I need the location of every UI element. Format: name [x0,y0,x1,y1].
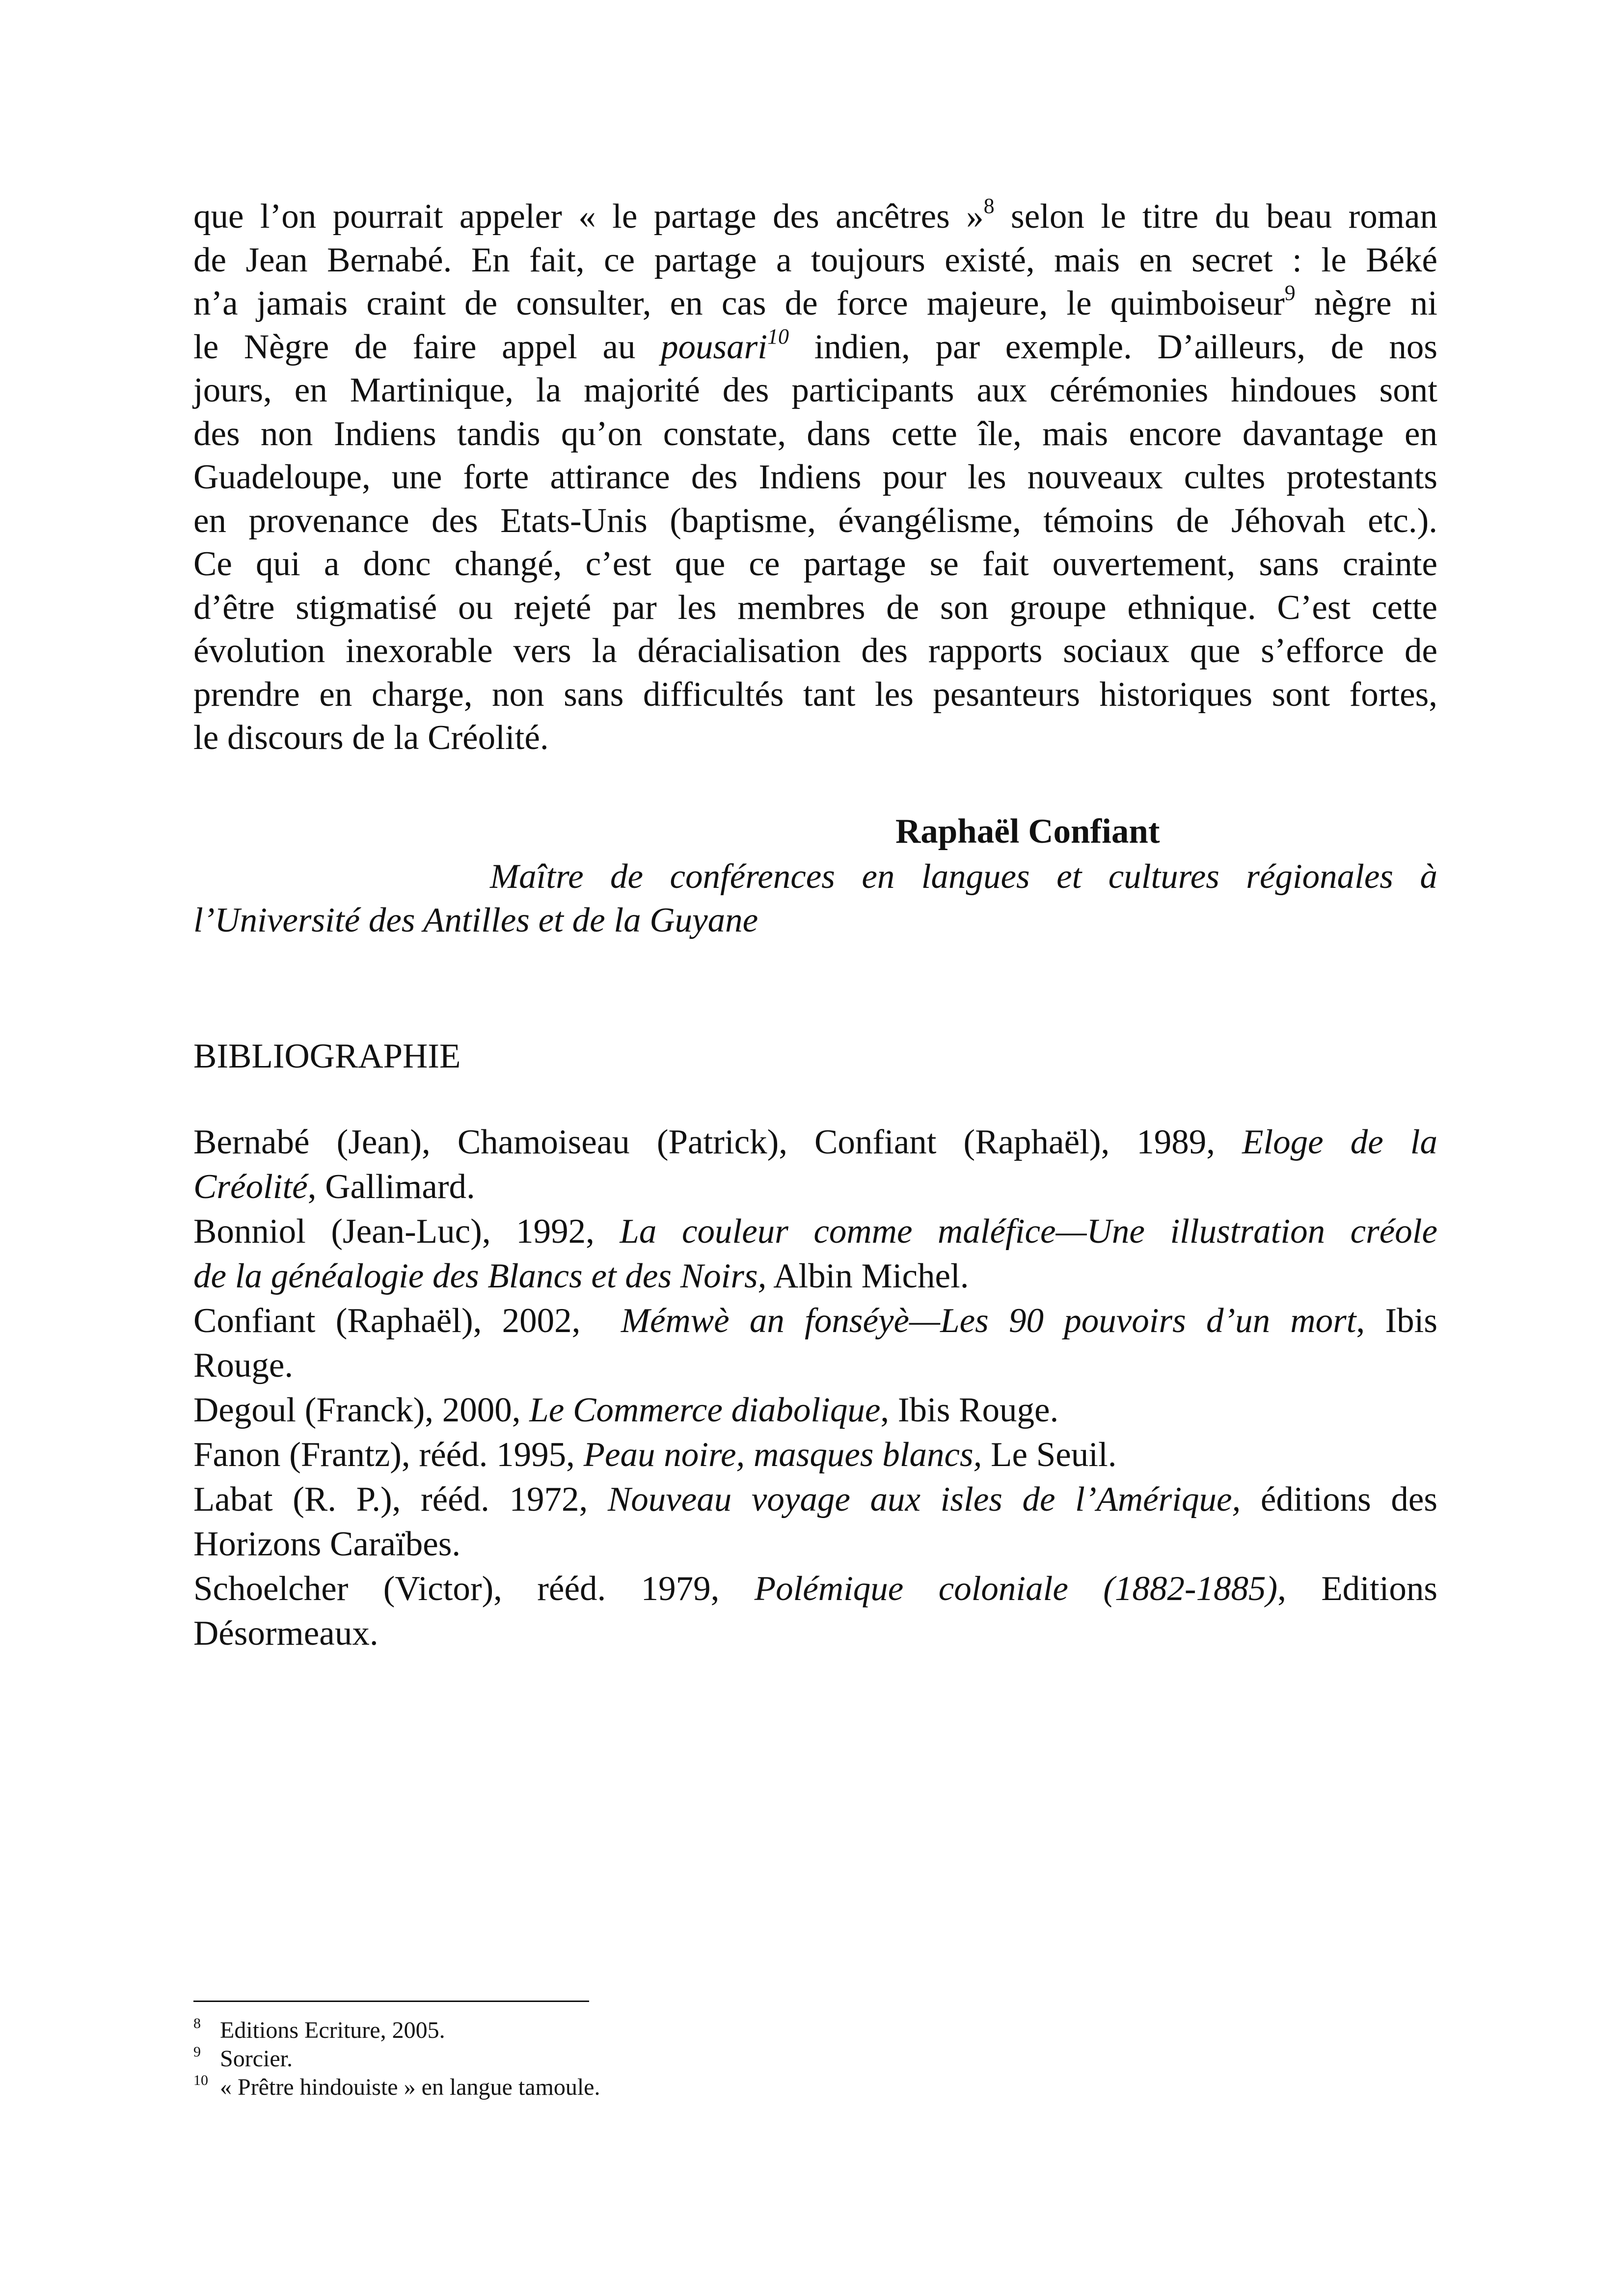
affiliation-line: Maître de conférences en langues et cultures régionales à [490,857,1437,896]
bibliography-entry-cont: Horizons Caraïbes. [193,1525,461,1563]
paragraph-line: prendre en charge, non sans difficultés tant les pesanteurs historiques sont fortes, [193,675,1437,714]
paragraph-line: d’être stigmatisé ou rejeté par les membres de son groupe ethnique. C’est cette [193,588,1437,627]
paragraph-line: le Nègre de faire appel au pousari$^{10}$ indien, par exemple. D’ailleurs, de nos [193,324,1437,366]
bibliography-entry-cont: Créolité, Gallimard. [193,1168,475,1206]
paragraph-line: le discours de la Créolité. [193,719,549,757]
paragraph-line: jours, en Martinique, la majorité des participants aux cérémonies hindoues sont [193,371,1437,409]
bibliography-entry-cont: Rouge. [193,1346,294,1385]
paragraph-line: que l’on pourrait appeler « le partage des ancêtres »$^8$ selon le titre du beau roman [193,194,1437,236]
paragraph-line: n’a jamais craint de consulter, en cas de force majeure, le quimboiseur$^9$ nègre ni [193,281,1438,322]
footnotes [193,2016,600,2102]
footnote-ref-8[interactable]: 8 [983,194,995,218]
footnote-8: $^8$ Editions Ecriture, 2005. [193,2015,445,2043]
paragraph-line: en provenance des Etats-Unis (baptisme, évangélisme, témoins de Jéhovah etc.). [193,501,1437,540]
bibliography-list [193,1120,1437,1656]
bibliography-entry: Degoul (Franck), 2000, Le Commerce diabolique, Ibis Rouge. [193,1391,1059,1429]
footnote-ref-10[interactable]: 10 [767,324,789,348]
author-name: Raphaël Confiant [895,812,1160,851]
paragraph-line: Ce qui a donc changé, c’est que ce partage se fait ouvertement, sans crainte [193,545,1437,583]
footnote-10: $^{10}$ « Prêtre hindouiste » en langue tamoule. [193,2072,600,2100]
bibliography-entry-cont: de la généalogie des Blancs et des Noirs, Albin Michel. [193,1257,969,1295]
paragraph-line: de Jean Bernabé. En fait, ce partage a toujours existé, mais en secret : le Béké [193,240,1437,279]
paragraph-line: Guadeloupe, une forte attirance des Indiens pour les nouveaux cultes protestants [193,458,1437,496]
main-paragraph [193,195,1437,760]
bibliography-entry: Schoelcher (Victor), rééd. 1979, Polémique coloniale (1882-1885), Editions [193,1570,1437,1608]
italic-term: pousari [661,327,768,366]
bibliography-entry: Labat (R. P.), rééd. 1972, Nouveau voyage aux isles de l’Amérique, éditions des [193,1480,1437,1519]
author-affiliation [193,855,1437,942]
bibliography-entry-cont: Désormeaux. [193,1614,379,1653]
affiliation-line: l’Université des Antilles et de la Guyane [193,901,758,939]
bibliography-entry: Fanon (Frantz), rééd. 1995, Peau noire, masques blancs, Le Seuil. [193,1436,1117,1474]
paragraph-line: des non Indiens tandis qu’on constate, dans cette île, mais encore davantage en [193,414,1437,453]
footnote-9: $^9$ Sorcier. [193,2044,293,2072]
bibliography-heading: BIBLIOGRAPHIE [193,1037,461,1075]
bibliography-entry: Bonniol (Jean-Luc), 1992, La couleur comme maléfice—Une illustration créole [193,1212,1438,1251]
footnote-divider [193,2001,589,2002]
paragraph-line: évolution inexorable vers la déracialisation des rapports sociaux que s’efforce de [193,632,1437,670]
footnote-ref-9[interactable]: 9 [1284,281,1296,305]
bibliography-entry: Confiant (Raphaël), 2002, Mémwè an fonséyè—Les 90 pouvoirs d’un mort, Ibis [193,1302,1438,1340]
bibliography-entry: Bernabé (Jean), Chamoiseau (Patrick), Confiant (Raphaël), 1989, Eloge de la [193,1123,1438,1161]
